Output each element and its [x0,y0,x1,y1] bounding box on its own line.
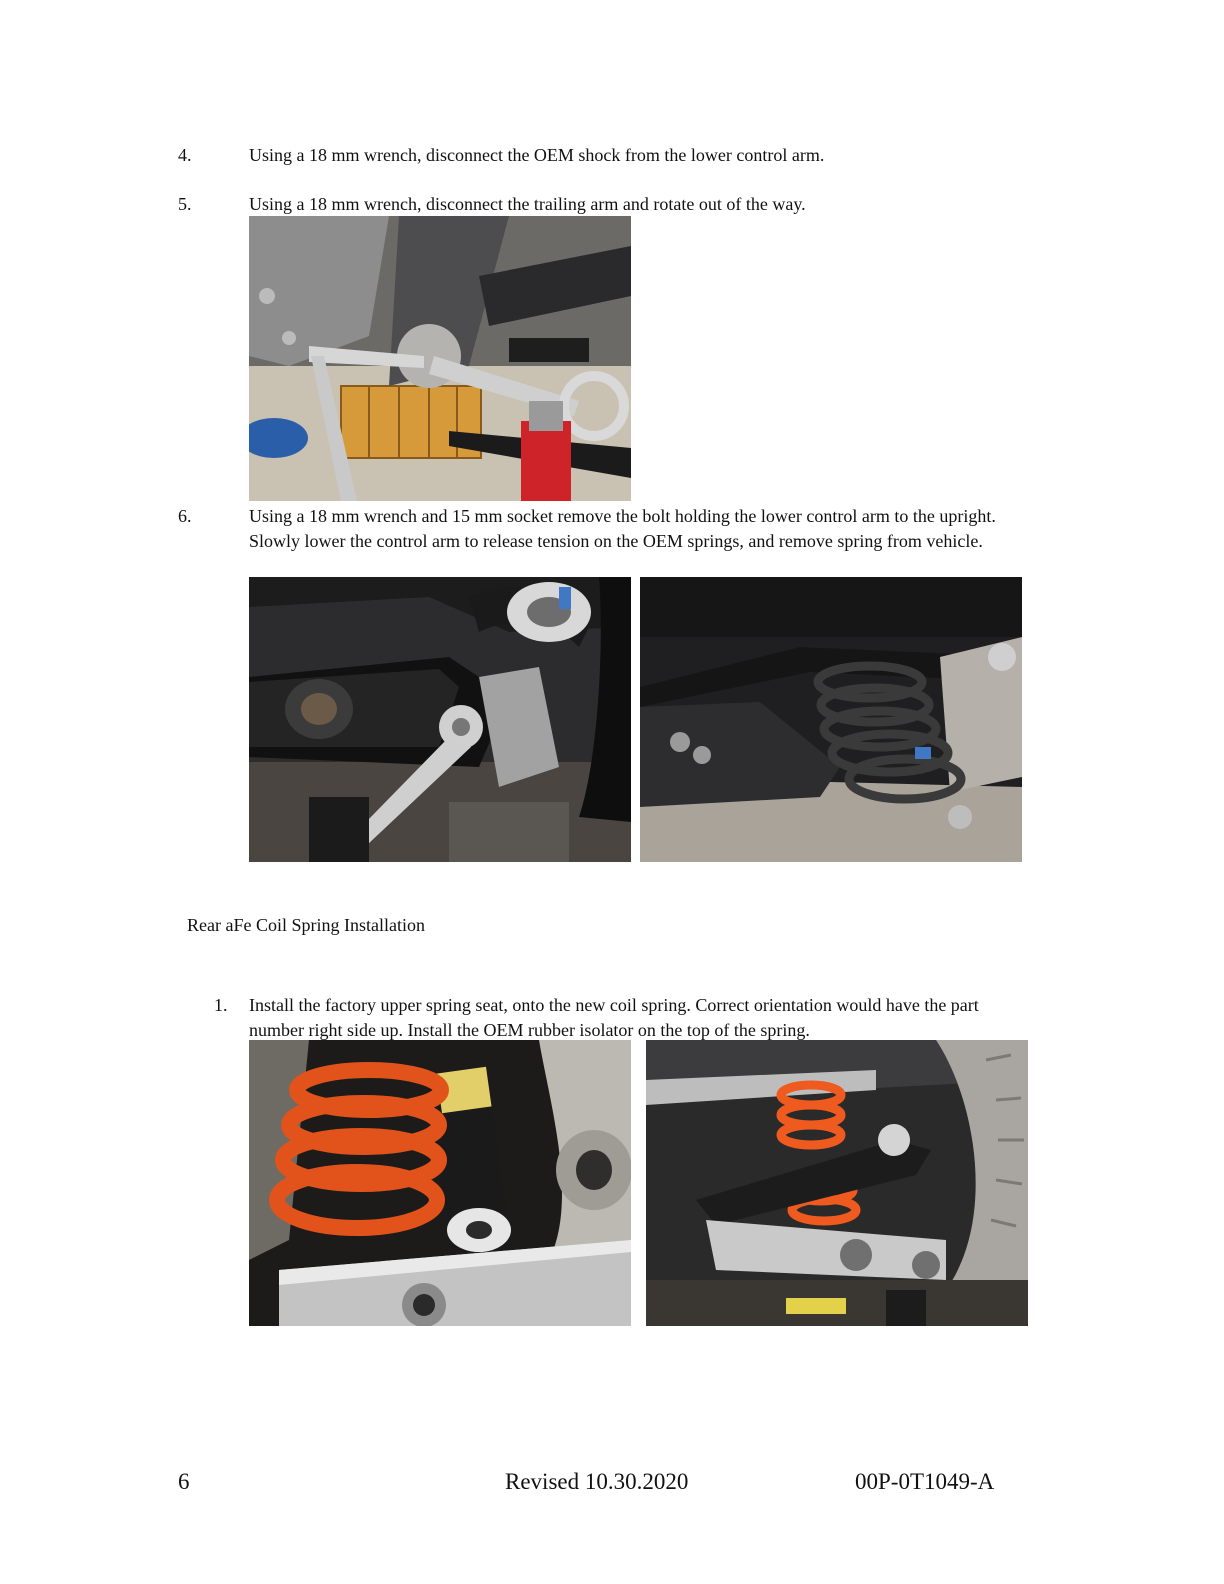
step-4-number: 4. [178,145,192,165]
photo-afe-spring-installed [646,1040,1028,1326]
photo-trailing-arm-wrench [249,216,631,501]
install-step-1-text: Install the factory upper spring seat, onto the new coil spring. Correct orientation would have the part number right side up. Install the OEM rubber isolator on the top of the spring. [249,995,979,1040]
photo-control-arm-bolt [249,577,631,862]
step-4-text: Using a 18 mm wrench, disconnect the OEM shock from the lower control arm. [249,145,825,165]
footer-revised-date: Revised 10.30.2020 [505,1469,689,1494]
step-6-text: Using a 18 mm wrench and 15 mm socket remove the bolt holding the lower control arm to the upright. Slowly lower the control arm to release tension on the OEM springs, and remove spring from vehicle. [249,506,996,551]
photo-afe-spring-closeup [249,1040,631,1326]
photo-oem-spring [640,577,1022,862]
step-6-number: 6. [178,506,192,526]
section-heading-rear-install: Rear aFe Coil Spring Installation [187,915,425,935]
footer-page-number: 6 [178,1469,190,1494]
footer-part-number: 00P-0T1049-A [855,1469,995,1494]
step-5-text: Using a 18 mm wrench, disconnect the trailing arm and rotate out of the way. [249,194,806,214]
step-5-number: 5. [178,194,192,214]
install-step-1-number: 1. [214,995,228,1015]
